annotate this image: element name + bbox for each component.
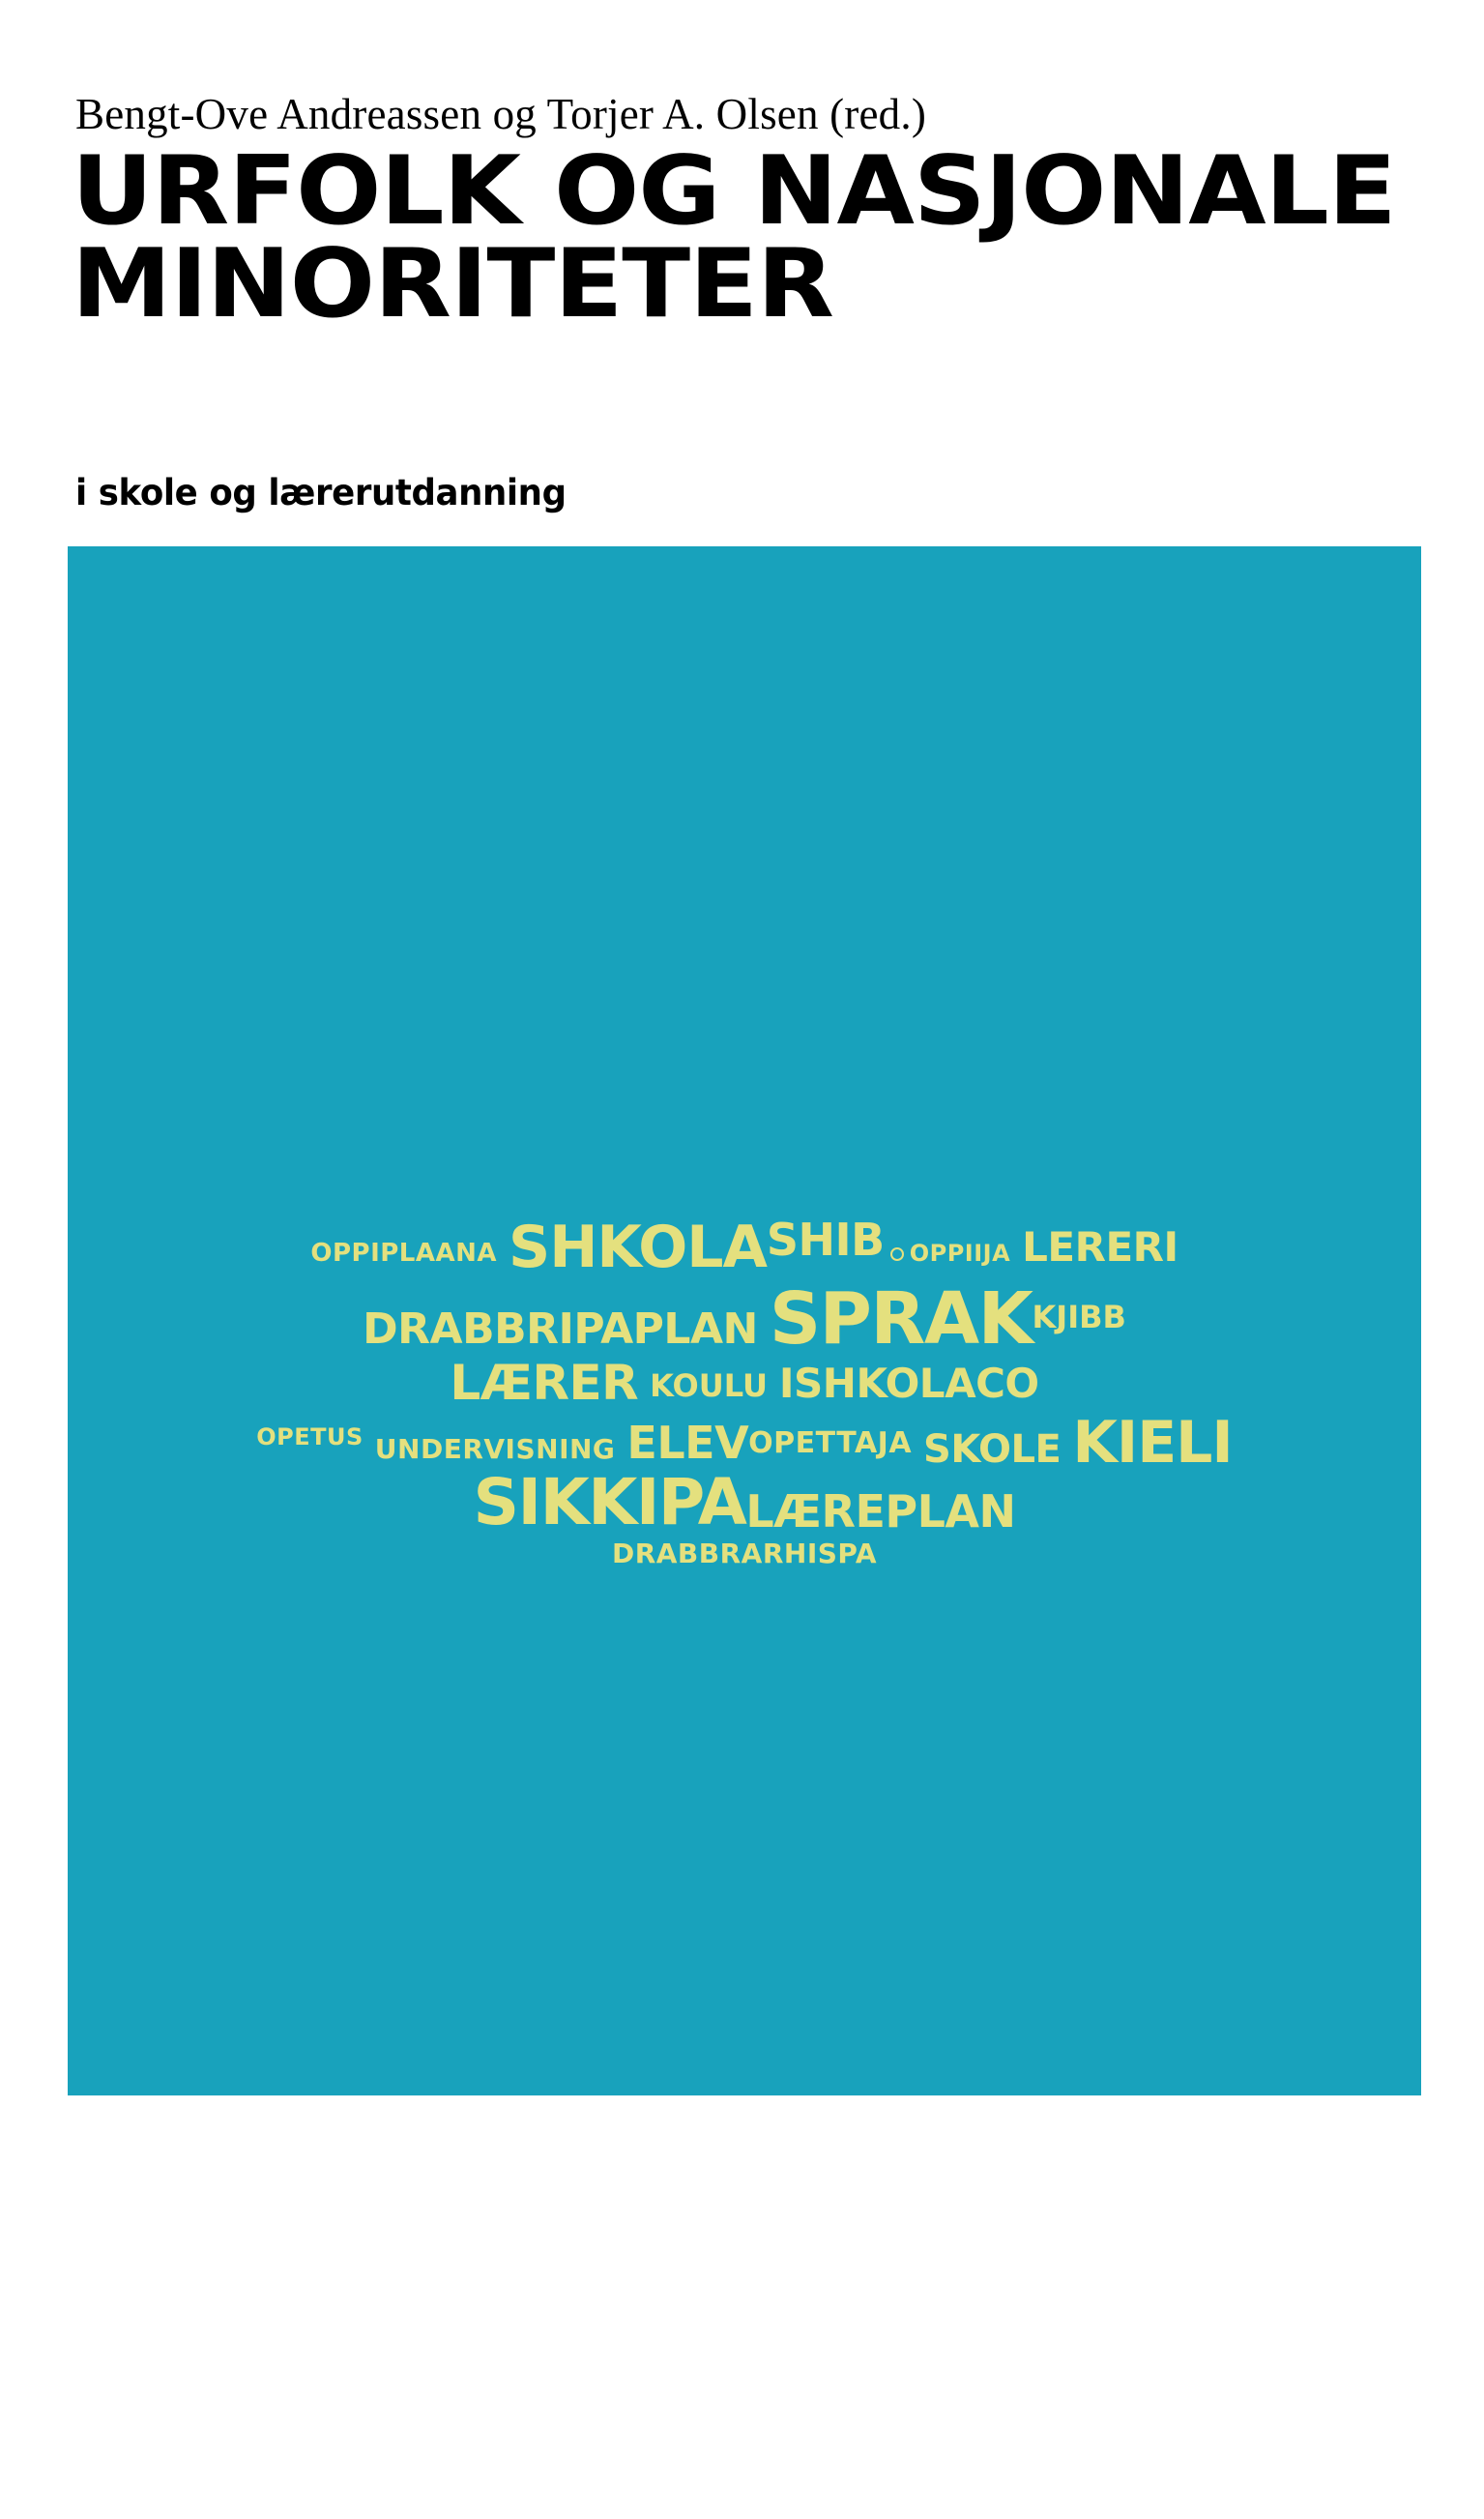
title-line-2: MINORITETER: [72, 229, 833, 340]
word-cloud-row-4: [68, 1405, 1421, 1477]
cover-color-panel: [68, 546, 1421, 2519]
word-cloud: [68, 1214, 1421, 1620]
word-oppiija: OPPIIJA: [909, 1240, 1011, 1267]
word-drabbripaplan: DRABBRIPAPLAN: [363, 1304, 758, 1354]
word-kjibb: KJIBB: [1032, 1299, 1126, 1335]
word-laerer: LÆRER: [450, 1355, 639, 1411]
word-skole: SKOLE: [923, 1427, 1062, 1472]
book-subtitle: i skole og lærerutdanning: [75, 472, 567, 513]
word-cloud-row-1: [68, 1214, 1421, 1281]
word-drabbrarhispa: DRABBRARHISPA: [611, 1538, 878, 1569]
publisher-block: [68, 2417, 1421, 2519]
publisher-name: FAGBOKFORLAGET: [574, 2481, 915, 2519]
circle-icon: [890, 1247, 904, 1261]
word-cloud-row-6: [68, 1538, 1421, 1569]
word-sprak: SPRAK: [769, 1277, 1033, 1361]
word-sikkipa: SIKKIPA: [473, 1465, 746, 1539]
word-opettaja: OPETTAJA: [748, 1426, 913, 1460]
word-opetus: OPETUS: [256, 1423, 364, 1450]
word-kieli: KIELI: [1072, 1409, 1233, 1477]
word-laereplan: LÆREPLAN: [745, 1485, 1016, 1538]
fagbokforlaget-logo-icon: [698, 2417, 791, 2468]
word-ishkolaco: ISHKOLACO: [778, 1360, 1039, 1407]
word-shkola: SHKOLA: [509, 1214, 767, 1281]
word-shib: SHIB: [766, 1214, 885, 1266]
word-cloud-row-3: [68, 1355, 1421, 1411]
word-lereri: LERERI: [1022, 1223, 1178, 1271]
book-title: [72, 136, 1484, 340]
word-elev: ELEV: [626, 1417, 749, 1469]
title-line-1: URFOLK OG NASJONALE: [72, 136, 1396, 247]
word-undervisning: UNDERVISNING: [374, 1433, 616, 1465]
word-cloud-row-2: [68, 1277, 1421, 1361]
word-koulu: KOULU: [650, 1367, 768, 1404]
word-oppiplaana: OPPIPLAANA: [310, 1239, 497, 1268]
editors-line: Bengt-Ove Andreassen og Torjer A. Olsen (red.): [75, 90, 926, 138]
